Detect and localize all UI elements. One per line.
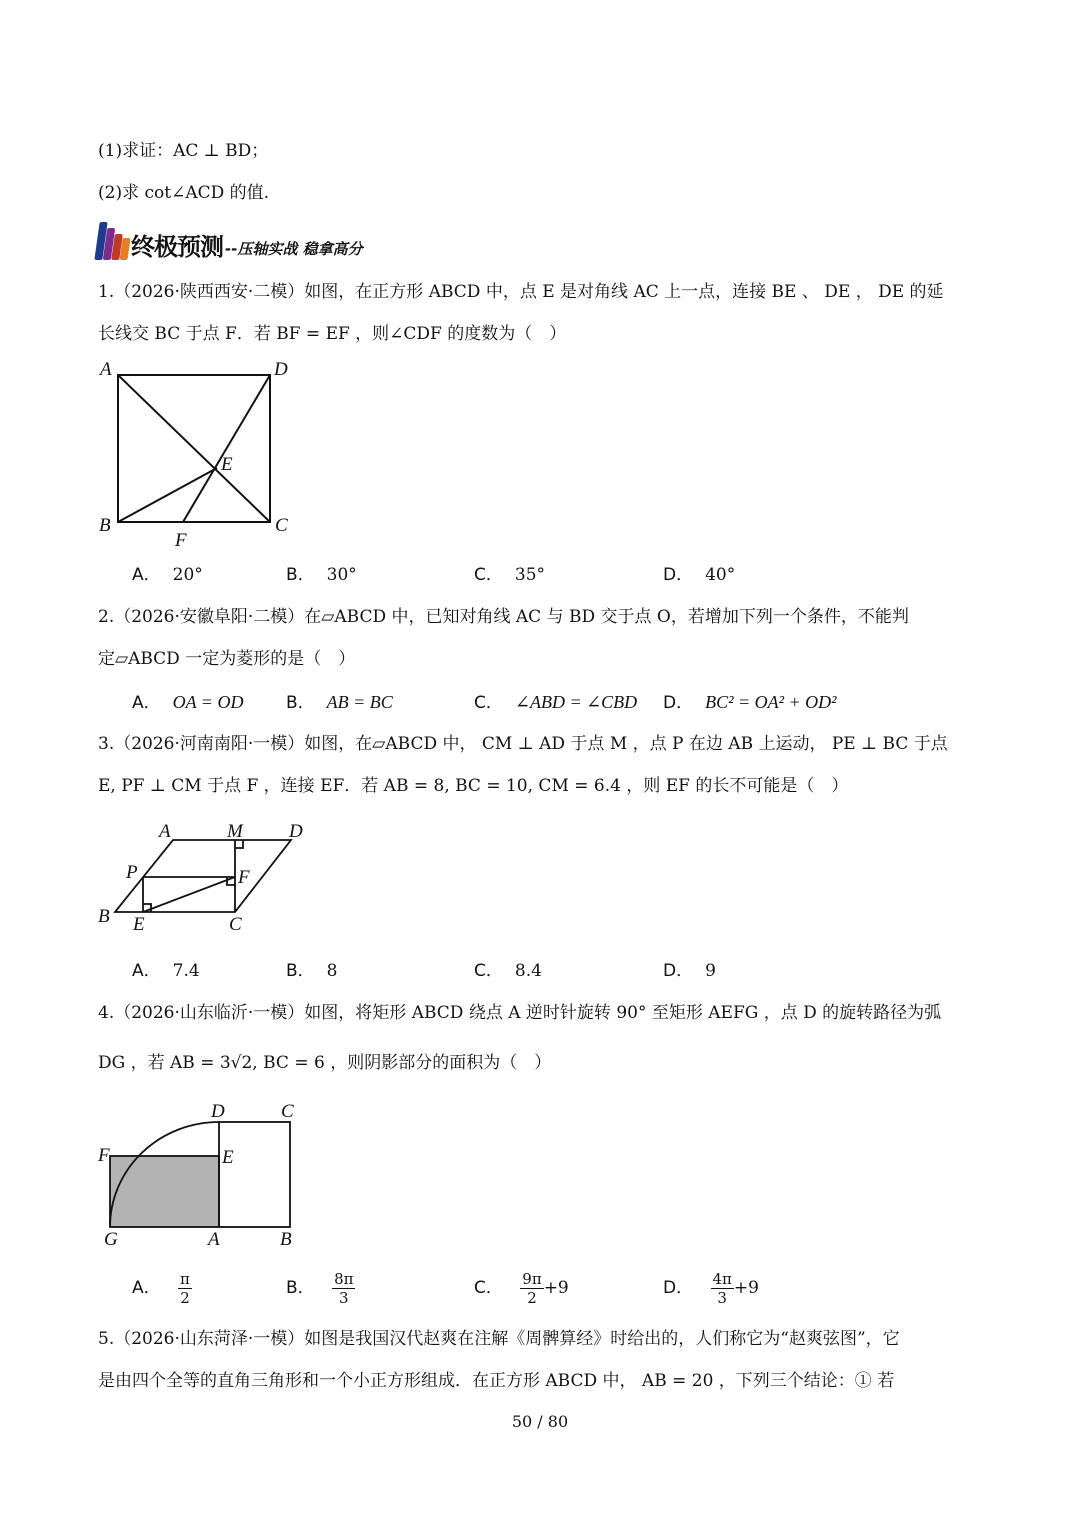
q4-option-b: B． $\frac{8\pi}{3}$ bbox=[286, 1270, 354, 1307]
fig4-label-e: E bbox=[222, 1147, 234, 1168]
fig1-label-b: B bbox=[99, 515, 111, 536]
fig1-label-a: A bbox=[100, 359, 112, 380]
fig1-label-d: D bbox=[274, 359, 288, 380]
fig1-label-e: E bbox=[221, 454, 233, 475]
fig4-label-g: G bbox=[104, 1229, 118, 1250]
fig1-label-c: C bbox=[275, 515, 288, 536]
q3-option-b: B． 8 bbox=[286, 961, 338, 981]
question-3-line-1: 3.（2026·河南南阳·一模）如图，在▱ABCD 中， CM ⊥ AD 于点 M ，点 P 在边 AB 上运动， PE ⊥ BC 于点 bbox=[98, 734, 948, 754]
question-1-figure bbox=[95, 355, 305, 555]
question-2-line-2: 定▱ABCD 一定为菱形的是（ ） bbox=[98, 649, 356, 669]
banner-subtitle: --压轴实战 稳拿高分 bbox=[225, 240, 363, 258]
q4-option-d: D． $\frac{4\pi}{3}$ +9 bbox=[663, 1270, 759, 1307]
fig1-label-f: F bbox=[175, 530, 187, 551]
fig3-label-m: M bbox=[227, 821, 243, 842]
fig3-label-f: F bbox=[238, 867, 250, 888]
page-number: 50 / 80 bbox=[511, 1412, 569, 1431]
question-5-line-1: 5.（2026·山东菏泽·一模）如图是我国汉代赵爽在注解《周髀算经》时给出的，人们称它为“赵爽弦图”，它 bbox=[98, 1329, 900, 1349]
fig4-label-b: B bbox=[280, 1229, 292, 1250]
fig3-label-a: A bbox=[159, 821, 171, 842]
question-1-line-1: 1.（2026·陕西西安·二模）如图，在正方形 ABCD 中，点 E 是对角线 AC 上一点，连接 BE 、 DE ， DE 的延 bbox=[98, 282, 944, 302]
fig3-label-e: E bbox=[133, 914, 145, 935]
fig3-label-b: B bbox=[98, 906, 110, 927]
q3-option-d: D． 9 bbox=[663, 961, 716, 981]
q4-option-c: C． $\frac{9\pi}{2}$ +9 bbox=[474, 1270, 569, 1307]
q1-option-b: B． 30° bbox=[286, 565, 357, 585]
intro-part-1: (1)求证：AC ⊥ BD； bbox=[98, 141, 269, 161]
question-1-line-2: 长线交 BC 于点 F．若 BF = EF ，则∠CDF 的度数为（ ） bbox=[98, 324, 567, 344]
fig4-label-d: D bbox=[211, 1101, 225, 1122]
fig3-label-p: P bbox=[126, 862, 138, 883]
intro-part-2: (2)求 cot∠ACD 的值. bbox=[98, 183, 270, 203]
section-banner bbox=[95, 214, 363, 262]
question-4-figure bbox=[95, 1095, 315, 1255]
q1-option-a: A． 20° bbox=[132, 565, 203, 585]
fig4-label-c: C bbox=[281, 1101, 294, 1122]
q2-option-a: A． OA = OD bbox=[132, 692, 244, 713]
question-3-line-2: E, PF ⊥ CM 于点 F ，连接 EF．若 AB = 8, BC = 10, CM = 6.4 ，则 EF 的长不可能是（ ） bbox=[98, 776, 849, 796]
fig4-label-a: A bbox=[208, 1229, 220, 1250]
question-3-figure bbox=[95, 818, 345, 938]
q4-option-a: A． $\frac{\pi}{2}$ bbox=[132, 1270, 190, 1307]
question-5-line-2: 是由四个全等的直角三角形和一个小正方形组成．在正方形 ABCD 中， AB = 20 ，下列三个结论：① 若 bbox=[98, 1371, 895, 1391]
question-2-line-1: 2.（2026·安徽阜阳·二模）在▱ABCD 中，已知对角线 AC 与 BD 交于点 O，若增加下列一个条件，不能判 bbox=[98, 607, 909, 627]
question-4-line-2: DG ，若 AB = 3√2, BC = 6 ，则阴影部分的面积为（ ） bbox=[98, 1053, 552, 1073]
q2-option-c: C． ∠ABD = ∠CBD bbox=[474, 692, 638, 713]
q3-option-a: A． 7.4 bbox=[132, 961, 200, 981]
banner-books-icon bbox=[95, 218, 135, 262]
question-4-line-1: 4.（2026·山东临沂·一模）如图，将矩形 ABCD 绕点 A 逆时针旋转 90° 至矩形 AEFG ，点 D 的旋转路径为弧 bbox=[98, 1003, 942, 1023]
fig4-label-f: F bbox=[98, 1145, 110, 1166]
fig3-label-c: C bbox=[229, 914, 242, 935]
q3-option-c: C． 8.4 bbox=[474, 961, 542, 981]
q2-option-b: B． AB = BC bbox=[286, 692, 393, 713]
fig3-label-d: D bbox=[289, 821, 303, 842]
banner-title: 终极预测 bbox=[131, 233, 223, 261]
q2-option-d: D． BC² = OA² + OD² bbox=[663, 692, 837, 713]
q1-option-c: C． 35° bbox=[474, 565, 546, 585]
q1-option-d: D． 40° bbox=[663, 565, 736, 585]
